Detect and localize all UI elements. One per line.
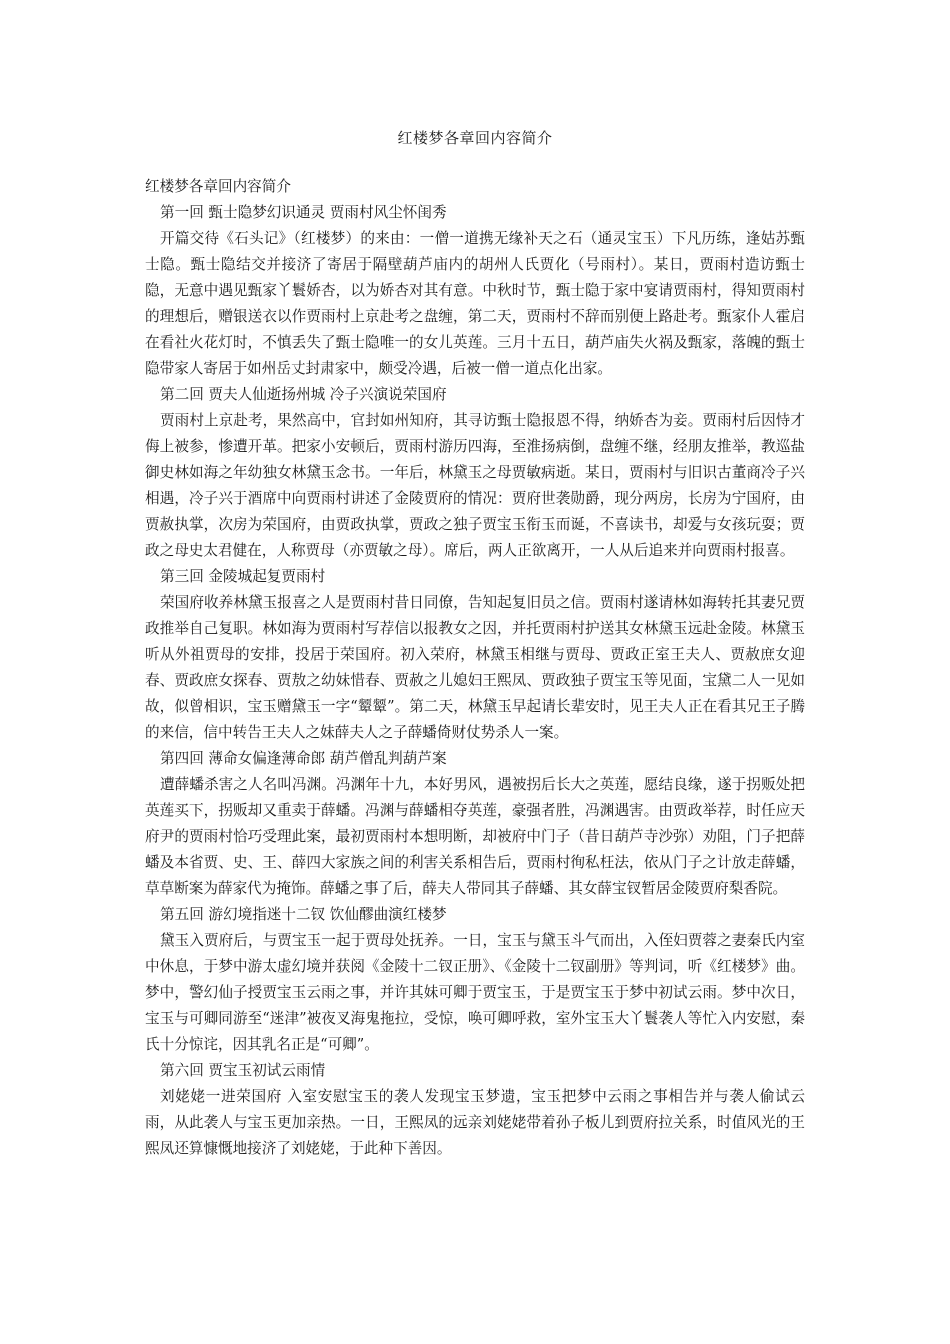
chapter-summary-2: 贾雨村上京赴考，果然高中，官封如州知府，其寻访甄士隐报恩不得，纳娇杏为妾。贾雨村后因恃才侮上被参，惨遭开革。把家小安顿后，贾雨村游历四海，至淮扬病倒，盘缠不继，经朋友推举，教巡盐御史林如海之年幼独女林黛玉念书。一年后，林黛玉之母贾敏病逝。某日，贾雨村与旧识古董商冷子兴相遇，冷子兴于酒席中向贾雨村讲述了金陵贾府的情况：贾府世袭勋爵，现分两房，长房为宁国府，由贾赦执掌，次房为荣国府，由贾政执掌，贾政之独子贾宝玉衔玉而诞，不喜读书，却爱与女孩玩耍；贾政之母史太君健在，人称贾母（亦贾敏之母）。席后，两人正欲离开，一人从后追来并向贾雨村报喜。 <box>145 412 805 559</box>
chapter-title-2: 第二回 贾夫人仙逝扬州城 冷子兴演说荣国府 <box>160 386 447 403</box>
chapter-title-5: 第五回 游幻境指迷十二钗 饮仙醪曲演红楼梦 <box>160 906 447 923</box>
section-heading: 红楼梦各章回内容简介 <box>145 178 291 195</box>
chapter-title-1: 第一回 甄士隐梦幻识通灵 贾雨村风尘怀闺秀 <box>160 204 447 221</box>
chapter-summary-4: 遭薛蟠杀害之人名叫冯渊。冯渊年十九，本好男风，遇被拐后长大之英莲，愿结良缘，遂于拐贩处把英莲买下，拐贩却又重卖于薛蟠。冯渊与薛蟠相夺英莲，豪强者胜，冯渊遇害。由贾政举荐，时任应天府尹的贾雨村恰巧受理此案，最初贾雨村本想明断，却被府中门子（昔日葫芦寺沙弥）劝阻，门子把薛蟠及本省贾、史、王、薛四大家族之间的利害关系相告后，贾雨村徇私枉法，依从门子之计放走薛蟠，草草断案为薛家代为掩饰。薛蟠之事了后，薛夫人带同其子薛蟠、其女薛宝钗暂居金陵贾府梨香院。 <box>145 776 805 897</box>
chapter-summary-1: 开篇交待《石头记》（红楼梦）的来由：一僧一道携无缘补天之石（通灵宝玉）下凡历练，逢姑苏甄士隐。甄士隐结交并接济了寄居于隔壁葫芦庙内的胡州人氏贾化（号雨村）。某日，贾雨村造访甄士隐，无意中遇见甄家丫鬟娇杏，以为娇杏对其有意。中秋时节，甄士隐于家中宴请贾雨村，得知贾雨村的理想后，赠银送衣以作贾雨村上京赴考之盘缠，第二天，贾雨村不辞而别便上路赴考。甄家仆人霍启在看社火花灯时，不慎丢失了甄士隐唯一的女儿英莲。三月十五日，葫芦庙失火祸及甄家，落魄的甄士隐带家人寄居于如州岳丈封肃家中，颇受冷遇，后被一僧一道点化出家。 <box>145 230 805 377</box>
chapter-title-3: 第三回 金陵城起复贾雨村 <box>160 568 326 585</box>
chapter-summary-5: 黛玉入贾府后，与贾宝玉一起于贾母处抚养。一日，宝玉与黛玉斗气而出，入侄妇贾蓉之妻秦氏内室中休息，于梦中游太虚幻境并获阅《金陵十二钗正册》、《金陵十二钗副册》等判词，听《红楼梦》曲。梦中，警幻仙子授贾宝玉云雨之事，并许其妹可卿于贾宝玉，于是贾宝玉于梦中初试云雨。梦中次日，宝玉与可卿同游至“迷津”被夜叉海鬼拖拉，受惊，唤可卿呼救，室外宝玉大丫鬟袭人等忙入内安慰，秦氏十分惊诧，因其乳名正是“可卿”。 <box>145 932 805 1053</box>
chapter-title-4: 第四回 薄命女偏逢薄命郎 葫芦僧乱判葫芦案 <box>160 750 447 767</box>
chapter-title-6: 第六回 贾宝玉初试云雨情 <box>160 1062 326 1079</box>
chapter-summary-3: 荣国府收养林黛玉报喜之人是贾雨村昔日同僚，告知起复旧员之信。贾雨村遂请林如海转托其妻兄贾政推举自己复职。林如海为贾雨村写荐信以报教女之因，并托贾雨村护送其女林黛玉远赴金陵。林黛玉听从外祖贾母的安排，投居于荣国府。初入荣府，林黛玉相继与贾母、贾政正室王夫人、贾赦庶女迎春、贾政庶女探春、贾敖之幼妹惜春、贾赦之儿媳妇王熙凤、贾政独子贾宝玉等见面，宝黛二人一见如故，似曾相识，宝玉赠黛玉一字“颦颦”。第二天，林黛玉早起请长辈安时，见王夫人正在看其兄王子腾的来信，信中转告王夫人之妹薛夫人之子薛蟠倚财仗势杀人一案。 <box>145 594 805 741</box>
document-title: 红楼梦各章回内容简介 <box>397 129 553 147</box>
chapter-summary-6: 刘姥姥一进荣国府 入室安慰宝玉的袭人发现宝玉梦遗，宝玉把梦中云雨之事相告并与袭人偷试云雨，从此袭人与宝玉更加亲热。一日，王熙凤的远亲刘姥姥带着孙子板儿到贾府拉关系，时值风光的王熙凤还算慷慨地接济了刘姥姥，于此种下善因。 <box>145 1088 805 1157</box>
document-body <box>145 174 805 1162</box>
